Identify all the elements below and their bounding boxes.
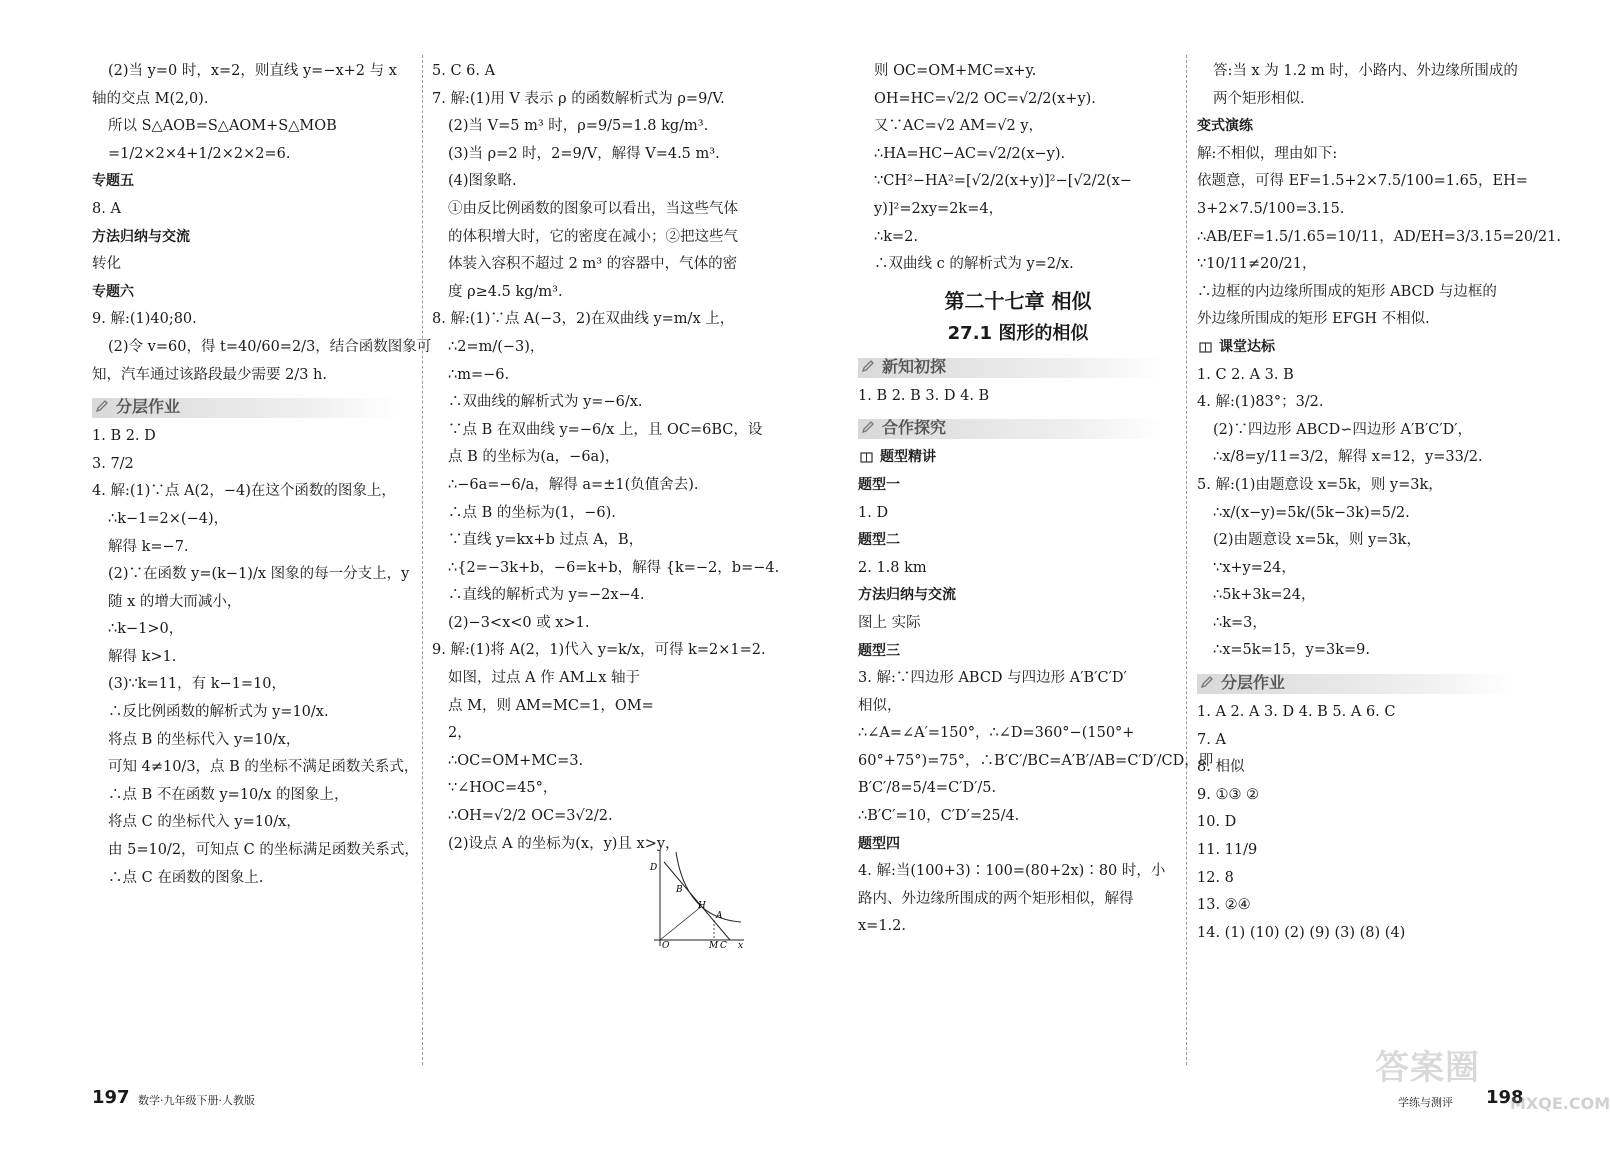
text-line: (4)图象略. [448, 173, 517, 190]
text-line: 8. 相似 [1197, 759, 1245, 776]
text-line: 9. 解:(1)将 A(2，1)代入 y=k/x，可得 k=2×1=2. [432, 642, 766, 659]
text-line: ∴k−1=2×(−4)， [108, 510, 229, 527]
text-line: 1. D [858, 504, 889, 521]
text-line: 1. C 2. A 3. B [1197, 366, 1294, 383]
text-line: 体装入容积不超过 2 m³ 的容器中，气体的密 [448, 256, 738, 273]
left-footer-text: 数学·九年级下册·人教版 [138, 1094, 255, 1107]
text-line: ∴k=3， [1213, 614, 1267, 631]
band-title: 新知初探 [882, 356, 947, 376]
text-line: 将点 C 的坐标代入 y=10/x， [108, 814, 301, 831]
text-line: 知，汽车通过该路段最少需要 2/3 h. [92, 366, 328, 383]
column-3-top [858, 58, 1178, 279]
bold-heading: 方法归纳与交流 [858, 587, 956, 604]
book-icon [1199, 341, 1212, 354]
text-line: ∵CH²−HA²=[√2/2(x+y)]²−[√2/2(x− [874, 173, 1132, 190]
text-line: ∴反比例函数的解析式为 y=10/x. [108, 704, 329, 721]
text-line: ∵直线 y=kx+b 过点 A，B， [448, 532, 644, 549]
left-page-column-1 [92, 58, 432, 892]
band-title: 分层作业 [1221, 673, 1286, 693]
figure-label: H [698, 901, 706, 911]
text-line: ∴x/(x−y)=5k/(5k−3k)=5/2. [1213, 504, 1410, 521]
text-line: 所以 S△AOB=S△AOM+S△MOB [108, 118, 337, 135]
text-line: =1/2×2×4+1/2×2×2=6. [108, 145, 291, 162]
text-line: ∴HA=HC−AC=√2/2(x−y). [874, 145, 1066, 162]
bold-heading: 题型三 [858, 642, 900, 659]
text-line: ∴点 B 的坐标为(1，−6). [448, 504, 616, 521]
figure-label: C [720, 941, 727, 951]
text-line: 的体积增大时，它的密度在减小；②把这些气 [448, 228, 738, 245]
text-line: ∴5k+3k=24， [1213, 587, 1316, 604]
subheading [1197, 334, 1527, 362]
text-line: 两个矩形相似. [1213, 90, 1305, 107]
figure-label: M [709, 941, 719, 951]
text-line: 60°+75°)=75°，∴B′C′/BC=A′B′/AB=C′D′/CD，即 [858, 752, 1214, 769]
text-line: ∴x/8=y/11=3/2，解得 x=12，y=33/2. [1213, 449, 1483, 466]
text-line: 12. 8 [1197, 869, 1234, 886]
bold-heading: 题型四 [858, 835, 900, 852]
text-line: 5. 解:(1)由题意设 x=5k，则 y=3k， [1197, 476, 1443, 493]
text-line: (2)当 V=5 m³ 时，ρ=9/5=1.8 kg/m³. [448, 118, 709, 135]
text-line: ∴{2=−3k+b，−6=k+b，解得 {k=−2，b=−4. [448, 559, 780, 576]
text-line: (2)令 v=60，得 t=40/60=2/3，结合函数图象可 [108, 338, 432, 355]
text-line: ∴点 C 在函数的图象上. [108, 869, 264, 886]
text-line: 转化 [92, 256, 121, 273]
watermark-logo: 答案圈 [1375, 1048, 1480, 1088]
text-line: 则 OC=OM+MC=x+y. [874, 63, 1037, 79]
text-line: 随 x 的增大而减小， [108, 593, 242, 610]
text-line: ∴直线的解析式为 y=−2x−4. [448, 587, 645, 604]
text-line: 解得 k>1. [108, 648, 177, 665]
text-line: 1. A 2. A 3. D 4. B 5. A 6. C [1197, 704, 1396, 721]
bold-heading: 题型二 [858, 532, 900, 549]
text-line: 1. B 2. D [92, 428, 156, 445]
text-line: 4. 解:(1)∵点 A(2，−4)在这个函数的图象上， [92, 483, 396, 500]
section-band-header [858, 355, 1178, 379]
text-line: 2. 1.8 km [858, 559, 927, 576]
text-line: (2)当 y=0 时，x=2，则直线 y=−x+2 与 x [108, 63, 397, 79]
subheading [858, 444, 1178, 472]
text-line: ∴OC=OM+MC=3. [448, 752, 584, 769]
text-line: ∴k=2. [874, 228, 918, 245]
bold-heading: 专题五 [92, 173, 134, 190]
text-line: y)]²=2xy=2k=4， [874, 200, 1004, 217]
section-band-header [1197, 671, 1527, 695]
text-line: 3. 解:∵四边形 ABCD 与四边形 A′B′C′D′ [858, 670, 1127, 687]
text-line: 点 B 的坐标为(a，−6a)， [448, 449, 620, 466]
right-footer-text: 学练与测评 [1398, 1096, 1453, 1109]
text-line: 解:不相似，理由如下: [1197, 145, 1338, 162]
text-line: 依题意，可得 EF=1.5+2×7.5/100=1.65，EH= [1197, 173, 1528, 190]
right-page-number: 198 [1486, 1087, 1524, 1108]
text-line: 4. 解:当(100+3)∶100=(80+2x)∶80 时，小 [858, 863, 1166, 880]
text-line: ∴B′C′=10，C′D′=25/4. [858, 808, 1020, 825]
figure-label: x [738, 941, 744, 951]
text-line: ∵∠HOC=45°， [448, 780, 558, 797]
text-line: (2)设点 A 的坐标为(x，y)且 x>y， [448, 835, 680, 852]
text-line: (2)−3<x<0 或 x>1. [448, 614, 590, 631]
text-line: 10. D [1197, 814, 1237, 831]
text-line: ∵x+y=24， [1213, 559, 1296, 576]
text-line: 5. C 6. A [432, 63, 496, 79]
band-title: 分层作业 [116, 397, 181, 417]
subheading-text: 题型精讲 [880, 449, 936, 466]
text-line: ∵10/11≠20/21， [1197, 256, 1317, 273]
text-line: (3)∵k=11，有 k−1=10， [108, 676, 287, 693]
text-line: 8. 解:(1)∵点 A(−3，2)在双曲线 y=m/x 上， [432, 311, 735, 328]
text-line: 9. ①③ ② [1197, 786, 1260, 803]
text-line: ∴双曲线的解析式为 y=−6/x. [448, 394, 643, 411]
text-line: 将点 B 的坐标代入 y=10/x， [108, 731, 301, 748]
text-line: 图上 实际 [858, 614, 921, 631]
figure-label: D [650, 863, 658, 873]
text-line: ∴∠A=∠A′=150°，∴∠D=360°−(150°+ [858, 725, 1135, 742]
right-page-column-4 [1197, 58, 1562, 947]
text-line: 轴的交点 M(2,0). [92, 90, 209, 107]
text-line: 14. (1) (10) (2) (9) (3) (8) (4) [1197, 924, 1406, 941]
text-line: 由 5=10/2，可知点 C 的坐标满足函数关系式， [108, 842, 419, 859]
text-line: 度 ρ≥4.5 kg/m³. [448, 283, 563, 300]
text-line: (3)当 ρ=2 时，2=9/V，解得 V=4.5 m³. [448, 145, 720, 162]
text-line: 答:当 x 为 1.2 m 时，小路内、外边缘所围成的 [1213, 63, 1518, 79]
text-line: (2)∵在函数 y=(k−1)/x 图象的每一分支上，y [108, 566, 410, 583]
text-line: 点 M，则 AM=MC=1，OM= [448, 697, 654, 714]
bold-heading: 专题六 [92, 283, 134, 300]
text-line: ∴边框的内边缘所围成的矩形 ABCD 与边框的 [1197, 283, 1497, 300]
text-line: 8. A [92, 200, 121, 217]
column-divider-right [1186, 55, 1187, 1065]
figure-label: A [716, 911, 723, 921]
text-line: 解得 k=−7. [108, 538, 189, 555]
text-line: ∴k−1>0， [108, 621, 184, 638]
line-oh [660, 906, 702, 940]
hyperbola-figure [646, 848, 746, 951]
figure-label: O [662, 941, 670, 951]
subheading-text: 课堂达标 [1219, 338, 1275, 355]
text-line: B′C′/8=5/4=C′D′/5. [858, 780, 997, 797]
text-line: 相似， [858, 697, 902, 714]
bold-heading: 题型一 [858, 476, 900, 493]
text-line: 可知 4≠10/3，点 B 的坐标不满足函数关系式， [108, 759, 419, 776]
section-band-header [858, 416, 1178, 440]
left-page-number: 197 [92, 1087, 130, 1108]
text-line: (2)∵四边形 ABCD∽四边形 A′B′C′D′， [1213, 421, 1473, 438]
text-line: 11. 11/9 [1197, 842, 1258, 859]
text-line: 外边缘所围成的矩形 EFGH 不相似. [1197, 311, 1430, 328]
text-line: ∴AB/EF=1.5/1.65=10/11，AD/EH=3/3.15=20/21. [1197, 228, 1562, 245]
text-line: ∴−6a=−6/a，解得 a=±1(负值舍去). [448, 476, 699, 493]
text-line: 又∵AC=√2 AM=√2 y， [874, 118, 1044, 135]
text-line: 2， [448, 725, 472, 742]
section-title: 27.1 图形的相似 [947, 322, 1089, 344]
text-line: 13. ②④ [1197, 897, 1251, 914]
figure-label: B [676, 885, 683, 895]
text-line: ∵点 B 在双曲线 y=−6/x 上，且 OC=6BC，设 [448, 421, 763, 438]
section-band-header [92, 395, 414, 419]
text-line: ∴m=−6. [448, 366, 510, 383]
left-page-column-2 [432, 58, 780, 858]
band-title: 合作探究 [882, 418, 947, 438]
bold-heading: 变式演练 [1197, 118, 1253, 135]
text-line: ∴OH=√2/2 OC=3√2/2. [448, 808, 613, 825]
text-line: 7. A [1197, 731, 1226, 748]
text-line: 如图，过点 A 作 AM⊥x 轴于 [448, 670, 641, 687]
column-divider-left [422, 55, 423, 1065]
text-line: 4. 解:(1)83°；3/2. [1197, 394, 1324, 411]
text-line: 1. B 2. B 3. D 4. B [858, 387, 990, 404]
text-line: 7. 解:(1)用 V 表示 ρ 的函数解析式为 ρ=9/V. [432, 90, 725, 107]
text-line: x=1.2. [858, 918, 906, 935]
watermark-url: MXQE.COM [1510, 1094, 1610, 1113]
text-line: ∴点 B 不在函数 y=10/x 的图象上， [108, 786, 349, 803]
text-line: ①由反比例函数的图象可以看出，当这些气体 [448, 200, 738, 217]
text-line: ∴2=m/(−3)， [448, 338, 545, 355]
text-line: 路内、外边缘所围成的两个矩形相似，解得 [858, 890, 1134, 907]
text-line: OH=HC=√2/2 OC=√2/2(x+y). [874, 90, 1096, 107]
bold-heading: 方法归纳与交流 [92, 228, 190, 245]
text-line: 9. 解:(1)40;80. [92, 311, 197, 328]
chapter-title: 第二十七章 相似 [944, 288, 1092, 313]
text-line: 3+2×7.5/100=3.15. [1197, 200, 1345, 217]
text-line: (2)由题意设 x=5k，则 y=3k， [1213, 532, 1421, 549]
text-line: ∴x=5k=15，y=3k=9. [1213, 642, 1371, 659]
book-icon [860, 451, 873, 464]
text-line: 3. 7/2 [92, 455, 134, 472]
text-line: ∴双曲线 c 的解析式为 y=2/x. [874, 256, 1074, 273]
